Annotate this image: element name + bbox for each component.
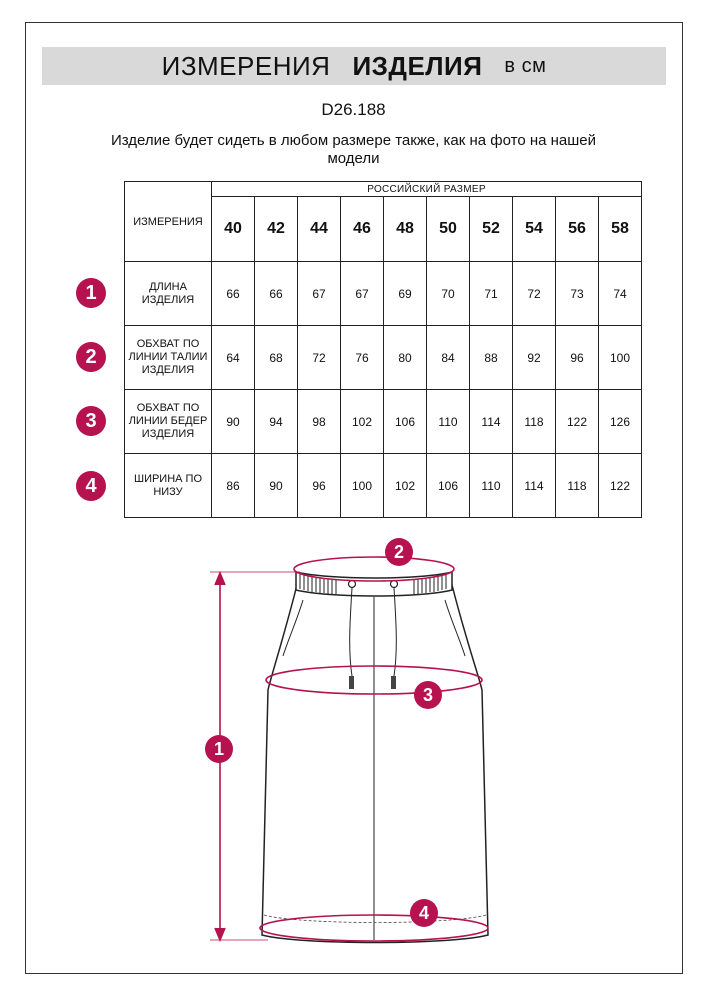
waistband [296,572,452,596]
table-cell: 98 [298,390,341,454]
table-cell: 86 [212,454,255,518]
table-cell: 110 [470,454,513,518]
grommet-right [391,581,398,588]
table-cell: 88 [470,326,513,390]
size-header: 56 [556,197,599,262]
row-label-length: ДЛИНА ИЗДЕЛИЯ [125,262,212,326]
table-cell: 67 [298,262,341,326]
size-header: 40 [212,197,255,262]
size-header: 44 [298,197,341,262]
table-cell: 64 [212,326,255,390]
table-cell: 68 [255,326,298,390]
table-cell: 106 [427,454,470,518]
table-cell: 118 [513,390,556,454]
table-cell: 100 [341,454,384,518]
grommet-left [349,581,356,588]
product-code: D26.188 [321,100,386,119]
size-header: 46 [341,197,384,262]
row-number-badge: 3 [76,406,106,436]
svg-text:4: 4 [418,903,430,923]
table-cell: 100 [599,326,642,390]
row-label-waist: ОБХВАТ ПО ЛИНИИ ТАЛИИ ИЗДЕЛИЯ [125,326,212,390]
table-cell: 94 [255,390,298,454]
table-cell: 92 [513,326,556,390]
table-cell: 126 [599,390,642,454]
table-cell: 110 [427,390,470,454]
table-cell: 90 [255,454,298,518]
row-number-badge: 2 [76,342,106,372]
measurements-header: ИЗМЕРЕНИЯ [125,182,212,262]
fit-note: Изделие будет сидеть в любом размере также, как на фото на нашей модели [110,132,597,167]
table-cell: 80 [384,326,427,390]
table-cell: 114 [513,454,556,518]
table-cell: 66 [212,262,255,326]
table-cell: 114 [470,390,513,454]
table-cell: 72 [513,262,556,326]
title-part-2: ИЗДЕЛИЯ [352,50,483,81]
table-cell: 71 [470,262,513,326]
row-number-badge: 4 [76,471,106,501]
table-cell: 122 [556,390,599,454]
table-cell: 122 [599,454,642,518]
size-header: 58 [599,197,642,262]
row-label-hem: ШИРИНА ПО НИЗУ [125,454,212,518]
table-cell: 66 [255,262,298,326]
drawstring-tip-left [349,676,354,689]
table-cell: 106 [384,390,427,454]
table-cell: 84 [427,326,470,390]
size-header: 54 [513,197,556,262]
marker-4 [410,899,438,927]
marker-2 [385,538,413,566]
size-header: 50 [427,197,470,262]
table-cell: 73 [556,262,599,326]
size-header: 42 [255,197,298,262]
svg-text:2: 2 [393,542,405,562]
size-system-header: РОССИЙСКИЙ РАЗМЕР [212,182,642,197]
marker-1 [205,735,233,763]
skirt-outline [262,585,488,943]
title-part-1: ИЗМЕРЕНИЯ [161,50,331,81]
table-cell: 70 [427,262,470,326]
size-header: 48 [384,197,427,262]
svg-text:1: 1 [213,739,225,759]
table-cell: 69 [384,262,427,326]
table-cell: 72 [298,326,341,390]
table-cell: 102 [384,454,427,518]
table-cell: 96 [556,326,599,390]
row-number-badge: 1 [76,278,106,308]
table-cell: 76 [341,326,384,390]
table-cell: 90 [212,390,255,454]
marker-3 [414,681,442,709]
table-cell: 102 [341,390,384,454]
table-cell: 67 [341,262,384,326]
size-header: 52 [470,197,513,262]
table-cell: 74 [599,262,642,326]
drawstring-tip-right [391,676,396,689]
table-cell: 96 [298,454,341,518]
title-unit: в см [504,54,547,77]
table-cell: 118 [556,454,599,518]
row-label-hips: ОБХВАТ ПО ЛИНИИ БЕДЕР ИЗДЕЛИЯ [125,390,212,454]
svg-text:3: 3 [422,685,434,705]
